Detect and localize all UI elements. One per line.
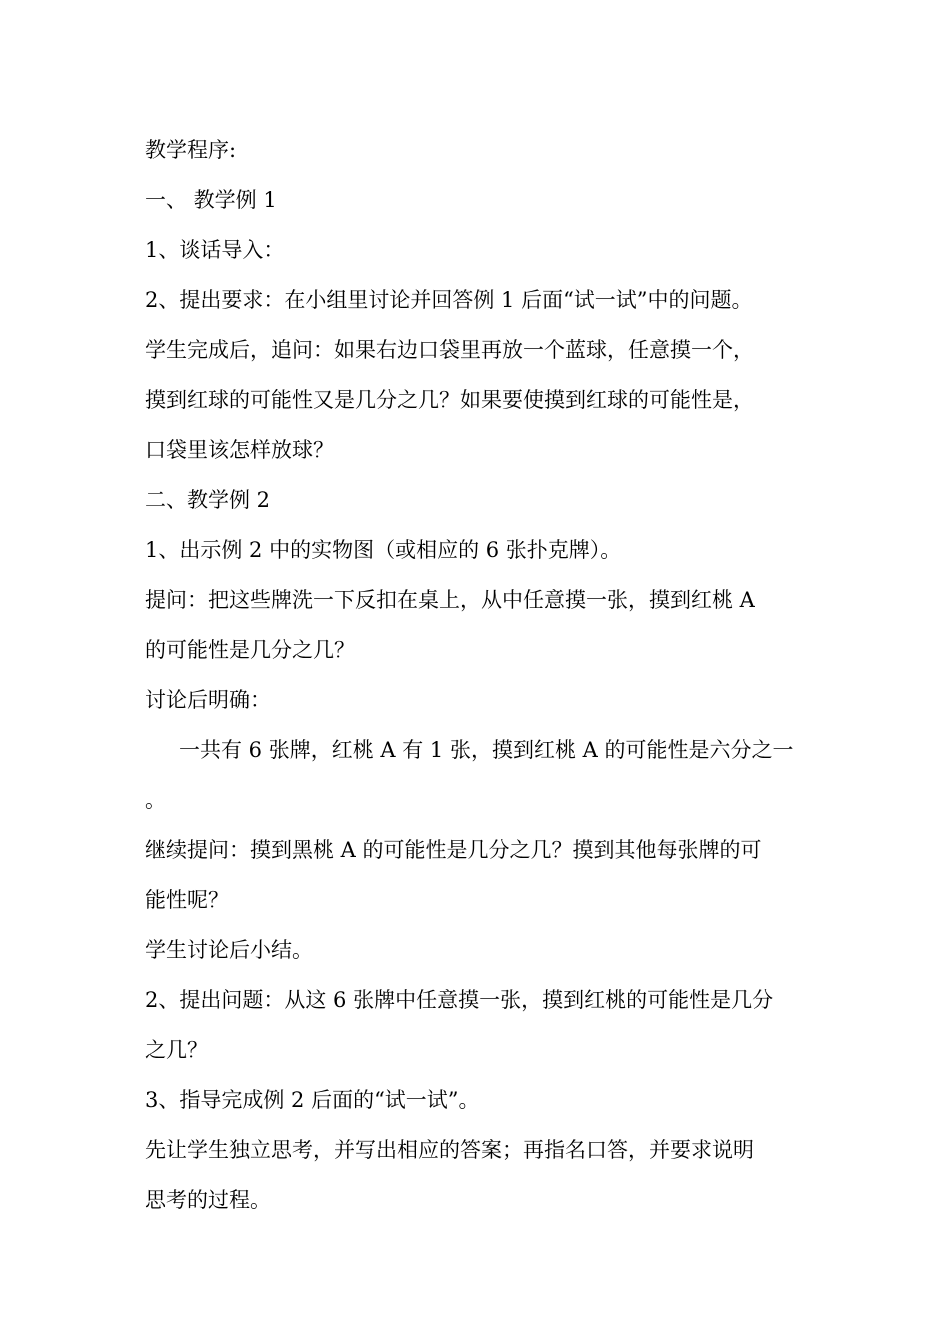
section-heading-example-1: 一、 教学例 1 bbox=[145, 188, 277, 212]
paragraph-line: 学生讨论后小结。 bbox=[145, 938, 313, 962]
paragraph-line: 之几？ bbox=[145, 1038, 208, 1062]
paragraph-line-indented: 一共有 6 张牌，红桃 A 有 1 张，摸到红桃 A 的可能性是六分之一 bbox=[179, 738, 794, 762]
paragraph-line: 先让学生独立思考，并写出相应的答案；再指名口答，并要求说明 bbox=[145, 1138, 754, 1162]
step-show-picture: 1、出示例 2 中的实物图（或相应的 6 张扑克牌）。 bbox=[145, 538, 622, 562]
section-heading-example-2: 二、教学例 2 bbox=[145, 488, 271, 512]
paragraph-line: 摸到红球的可能性又是几分之几？如果要使摸到红球的可能性是， bbox=[145, 388, 754, 412]
step-requirement: 2、提出要求：在小组里讨论并回答例 1 后面“试一试”中的问题。 bbox=[145, 288, 753, 312]
paragraph-line: 继续提问：摸到黑桃 A 的可能性是几分之几？摸到其他每张牌的可 bbox=[145, 838, 762, 862]
paragraph-line: 学生完成后，追问：如果右边口袋里再放一个蓝球，任意摸一个， bbox=[145, 338, 754, 362]
paragraph-line: 口袋里该怎样放球？ bbox=[145, 438, 334, 462]
step-guide: 3、指导完成例 2 后面的“试一试”。 bbox=[145, 1088, 480, 1112]
paragraph-line: 思考的过程。 bbox=[145, 1188, 271, 1212]
section-heading-procedure: 教学程序: bbox=[145, 138, 237, 162]
step-intro: 1、谈话导入： bbox=[145, 238, 285, 262]
paragraph-line: 提问：把这些牌洗一下反扣在桌上，从中任意摸一张，摸到红桃 A bbox=[145, 588, 755, 612]
paragraph-line: 。 bbox=[145, 788, 166, 812]
paragraph-line: 讨论后明确： bbox=[145, 688, 271, 712]
paragraph-line: 的可能性是几分之几？ bbox=[145, 638, 355, 662]
step-question: 2、提出问题：从这 6 张牌中任意摸一张，摸到红桃的可能性是几分 bbox=[145, 988, 774, 1012]
paragraph-line: 能性呢？ bbox=[145, 888, 229, 912]
